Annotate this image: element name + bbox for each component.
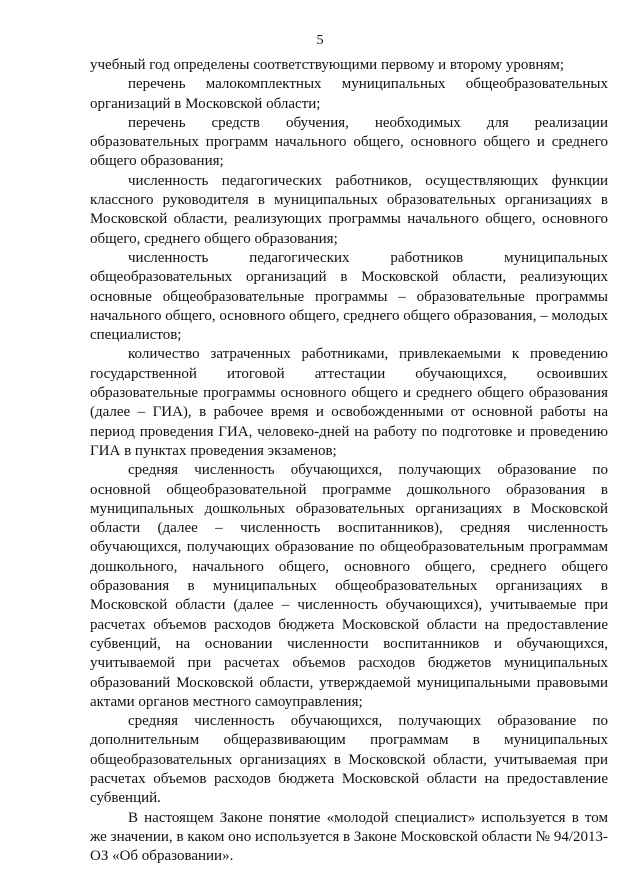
- paragraph-class-teachers-count: численность педагогических работников, осуществляющих функции классного руководителя в муниципальных образовательных организациях в Московской области, реализующих программы начального общего, основного общего, среднего общего образования;: [90, 172, 608, 247]
- paragraph-exam-workdays: количество затраченных работниками, привлекаемыми к проведению государственной итоговой аттестации обучающихся, освоивших образовательные программы основного общего и среднего общего образования (далее – ГИА), в рабочее время и освобожденными от основной работы на период проведения ГИА, человеко-дней на работу по подготовке и проведению ГИА в пунктах проведения экзаменов;: [90, 346, 608, 459]
- paragraph-continuation: учебный год определены соответствующими первому и второму уровням;: [90, 57, 565, 73]
- paragraph-young-specialists-count: численность педагогических работников муниципальных общеобразовательных организаций в Московской области, реализующих основные общеобразовательные программы – образовательные программы начального общего, основного общего, среднего общего образования, – молодых специалистов;: [90, 249, 608, 344]
- paragraph-additional-programs-students: средняя численность обучающихся, получающих образование по дополнительным общеразвивающим программам в муниципальных общеобразовательных организациях в Московской области, учитываемая при расчетах объемов расходов бюджета Московской области на предоставление субвенций.: [90, 713, 608, 807]
- page-number: 5: [316, 33, 324, 48]
- document-body: [90, 56, 608, 866]
- paragraph-young-specialist-definition: В настоящем Законе понятие «молодой специалист» используется в том же значении, в каком оно используется в Законе Московской области № 94/2013-ОЗ «Об образовании».: [90, 809, 608, 865]
- paragraph-small-schools-list: перечень малокомплектных муниципальных общеобразовательных организаций в Московской области;: [90, 76, 608, 112]
- paragraph-teaching-aids-list: перечень средств обучения, необходимых для реализации образовательных программ начального общего, основного общего и среднего общего образования;: [90, 114, 608, 170]
- paragraph-average-students: средняя численность обучающихся, получающих образование по основной общеобразовательной программе дошкольного образования в муниципальных дошкольных образовательных организациях в Московской области (далее – численность воспитанников), средняя численность обучающихся, получающих образование по общеобразовательным программам дошкольного, начального общего, основного общего, среднего общего образования в муниципальных общеобразовательных организациях в Московской области (далее – численность обучающихся), учитываемые при расчетах объемов расходов бюджета Московской области на предоставление субвенций, на основании численности воспитанников и обучающихся, учитываемой при расчетах объемов расходов бюджетов муниципальных образований Московской области, утверждаемой муниципальными правовыми актами органов местного самоуправления;: [90, 462, 608, 710]
